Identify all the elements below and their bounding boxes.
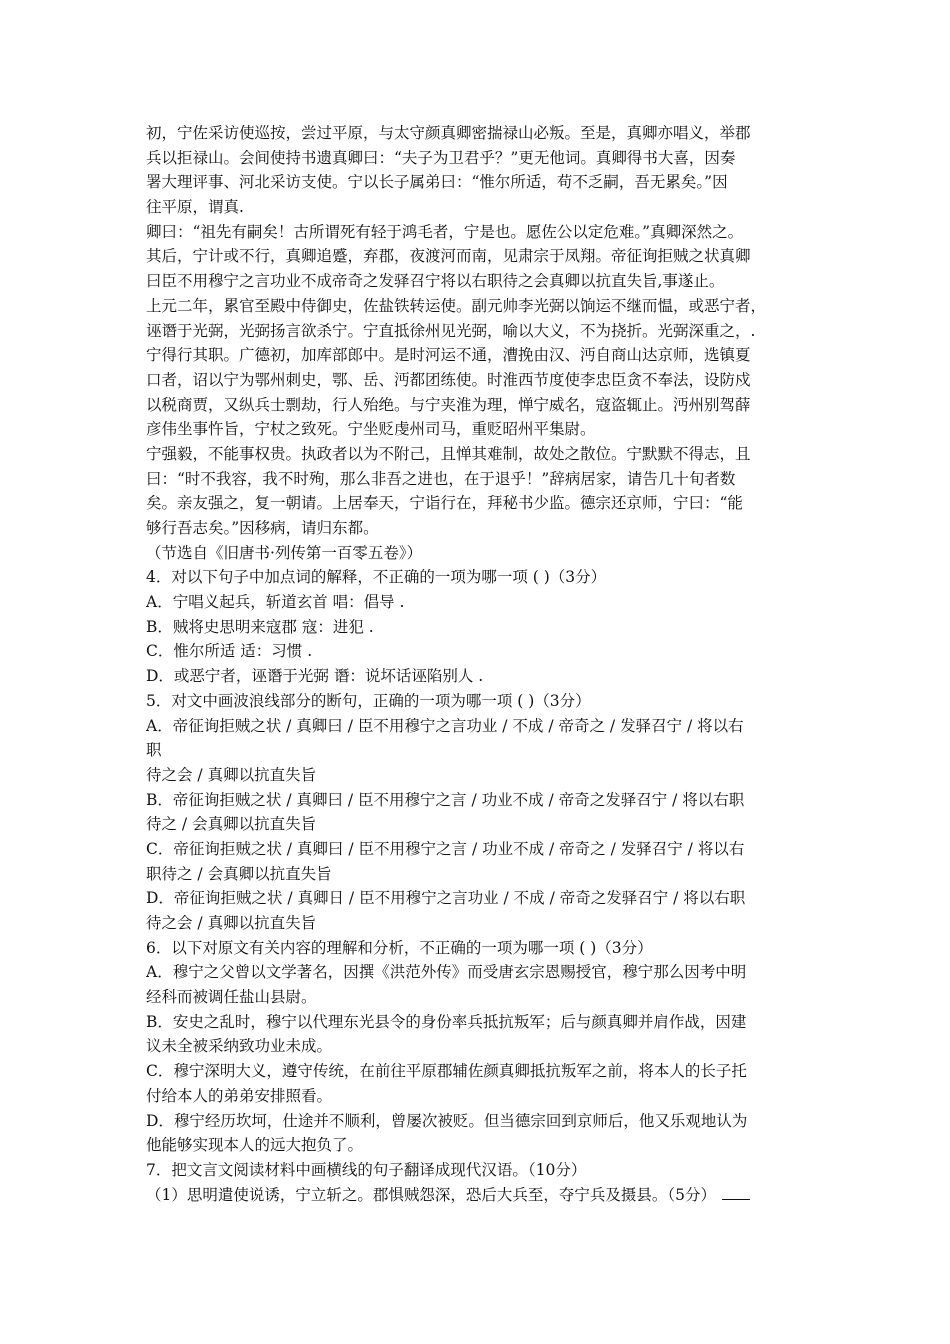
passage-line: 宁得行其职。广德初，加库部郎中。是时河运不通，漕挽由汉、沔自商山达京师，选镇夏 (146, 346, 751, 365)
question-line: （1）思明遣使说诱，宁立斩之。郡惧贼怨深，恐后大兵至，夺宁兵及摄县。（5分） (146, 1183, 814, 1208)
passage-line: 够行吾志矣。”因移病，请归东都。 (146, 519, 379, 537)
passage-line: 署大理评事、河北采访支使。宁以长子属弟曰：“惟尔所适，苟不乏嗣，吾无累矣。”因 (146, 173, 728, 192)
document-page (146, 121, 814, 1207)
passage-line: 矣。亲友强之，复一朝请。上居奉天，宁诣行在，拜秘书少监。德宗还京师，宁曰：“能 (146, 494, 743, 513)
passage-line: 兵以拒禄山。会间使持书遗真卿曰：“夫子为卫君乎？”更无他词。真卿得书大喜，因奏 (146, 148, 736, 167)
question-line: C．惟尔所适 适：习惯 . (146, 642, 313, 661)
passage-line: 宁强毅，不能事权贵。执政者以为不附己，且惮其难制，故处之散位。宁默默不得志，且 (146, 444, 751, 463)
question-line: 4．对以下句子中加点词的解释，不正确的一项为哪一项 ( )（3分） (146, 568, 607, 587)
question-line: A．穆宁之父曾以文学著名，因撰《洪范外传》而受唐玄宗恩赐授官，穆宁那么因考中明 (146, 963, 747, 982)
question-line: B．帝征询拒贼之状 / 真卿曰 / 臣不用穆宁之言 / 功业不成 / 帝奇之发驿召宁 / 将以右职 (146, 790, 745, 809)
passage-line: 诬谮于光弼，光弼扬言欲杀宁。宁直抵徐州见光弼，喻以大义，不为挠折。光弼深重之，. (146, 321, 756, 340)
question-line: 经科而被调任盐山县尉。 (146, 988, 317, 1007)
passage-line: 上元二年，累官至殿中侍御史，佐盐铁转运使。副元帅李光弼以饷运不继而愠，或恶宁者， (146, 296, 767, 315)
question-line: 职待之 / 会真卿以抗直失旨 (146, 864, 332, 883)
question-line: 5．对文中画波浪线部分的断句，正确的一项为哪一项 ( )（3分） (146, 691, 591, 710)
question-line: D．或恶宁者，诬谮于光弼 谮：说坏话诬陷别人 . (146, 667, 484, 686)
question-line: D．帝征询拒贼之状 / 真卿日 / 臣不用穆宁之言功业 / 不成 / 帝奇之发驿召宁 / 将以右职 (146, 889, 746, 908)
passage-line: 口者，诏以宁为鄂州刺史，鄂、岳、沔都团练使。时淮西节度使李忠臣贪不奉法，设防戍 (146, 370, 751, 389)
passage-line: 以税商贾，又纵兵士剽劫，行人殆绝。与宁夹淮为理，惮宁威名，寇盗辄止。沔州别驾薛 (146, 395, 751, 414)
question-line: 7．把文言文阅读材料中画横线的句子翻译成现代汉语。（10分） (146, 1160, 587, 1179)
passage-line: 初，宁佐采访使巡按，尝过平原，与太守颜真卿密揣禄山必叛。至是，真卿亦唱义，举郡 (146, 124, 751, 142)
question-line: 付给本人的弟弟安排照看。 (146, 1086, 333, 1105)
passage-line: （节选自《旧唐书·列传第一百零五卷》） (146, 543, 423, 562)
question-line: 他能够实现本人的远大抱负了。 (146, 1136, 364, 1155)
question-line: 6．以下对原文有关内容的理解和分析，不正确的一项为哪一项 ( )（3分） (146, 938, 653, 957)
classical-passage (146, 121, 814, 565)
answer-blank[interactable] (722, 1185, 750, 1200)
question-line: A．帝征询拒贼之状 / 真卿曰 / 臣不用穆宁之言功业 / 不成 / 帝奇之 / 发驿召宁 / 将以右 (146, 716, 744, 735)
passage-line: 卿曰：“祖先有嗣矣！古所谓死有轻于鸿毛者，宁是也。愿佐公以定危难。”真卿深然之。 (146, 222, 744, 241)
question-line: 待之会 / 真卿以抗直失旨 (146, 914, 317, 932)
passage-line: 曰：“时不我容，我不时殉，那么非吾之进也，在于退乎！”辞病居家，请告几十旬者数 (146, 469, 736, 488)
passage-line: 曰臣不用穆宁之言功业不成帝奇之发驿召宁将以右职待之会真卿以抗直失旨,事遂止。 (146, 272, 725, 291)
question-line: D．穆宁经历坎坷，仕途并不顺利，曾屡次被贬。但当德宗回到京师后，他又乐观地认为 (146, 1111, 748, 1130)
passage-line: 彦伟坐事忤旨，宁杖之致死。宁坐贬虔州司马，重贬昭州平集尉。 (146, 420, 596, 439)
passage-line: 往平原，谓真. (146, 198, 244, 217)
question-line: B．贼将史思明来寇郡 寇：进犯 . (146, 617, 374, 636)
question-line: 职 (146, 741, 162, 760)
question-line: C．帝征询拒贼之状 / 真卿曰 / 臣不用穆宁之言 / 功业不成 / 帝奇之 / 发驿召宁 / 将以右 (146, 839, 745, 858)
question-line: 待之 / 会真卿以抗直失旨 (146, 815, 317, 834)
question-section (146, 565, 814, 1207)
question-line: 待之会 / 真卿以抗直失旨 (146, 765, 317, 784)
question-line: B．安史之乱时，穆宁以代理东光县令的身份率兵抵抗叛军；后与颜真卿并肩作战，因建 (146, 1012, 747, 1031)
question-line: A．宁唱义起兵，斩道玄首 唱：倡导 . (146, 593, 405, 612)
passage-line: 其后，宁计或不行，真卿追蹙，弃郡，夜渡河而南，见肃宗于凤翔。帝征询拒贼之状真卿 (146, 247, 751, 266)
question-line: C．穆宁深明大义，遵守传统，在前往平原郡辅佐颜真卿抵抗叛军之前，将本人的长子托 (146, 1062, 747, 1081)
question-line: 议未全被采纳致功业未成。 (146, 1037, 333, 1056)
